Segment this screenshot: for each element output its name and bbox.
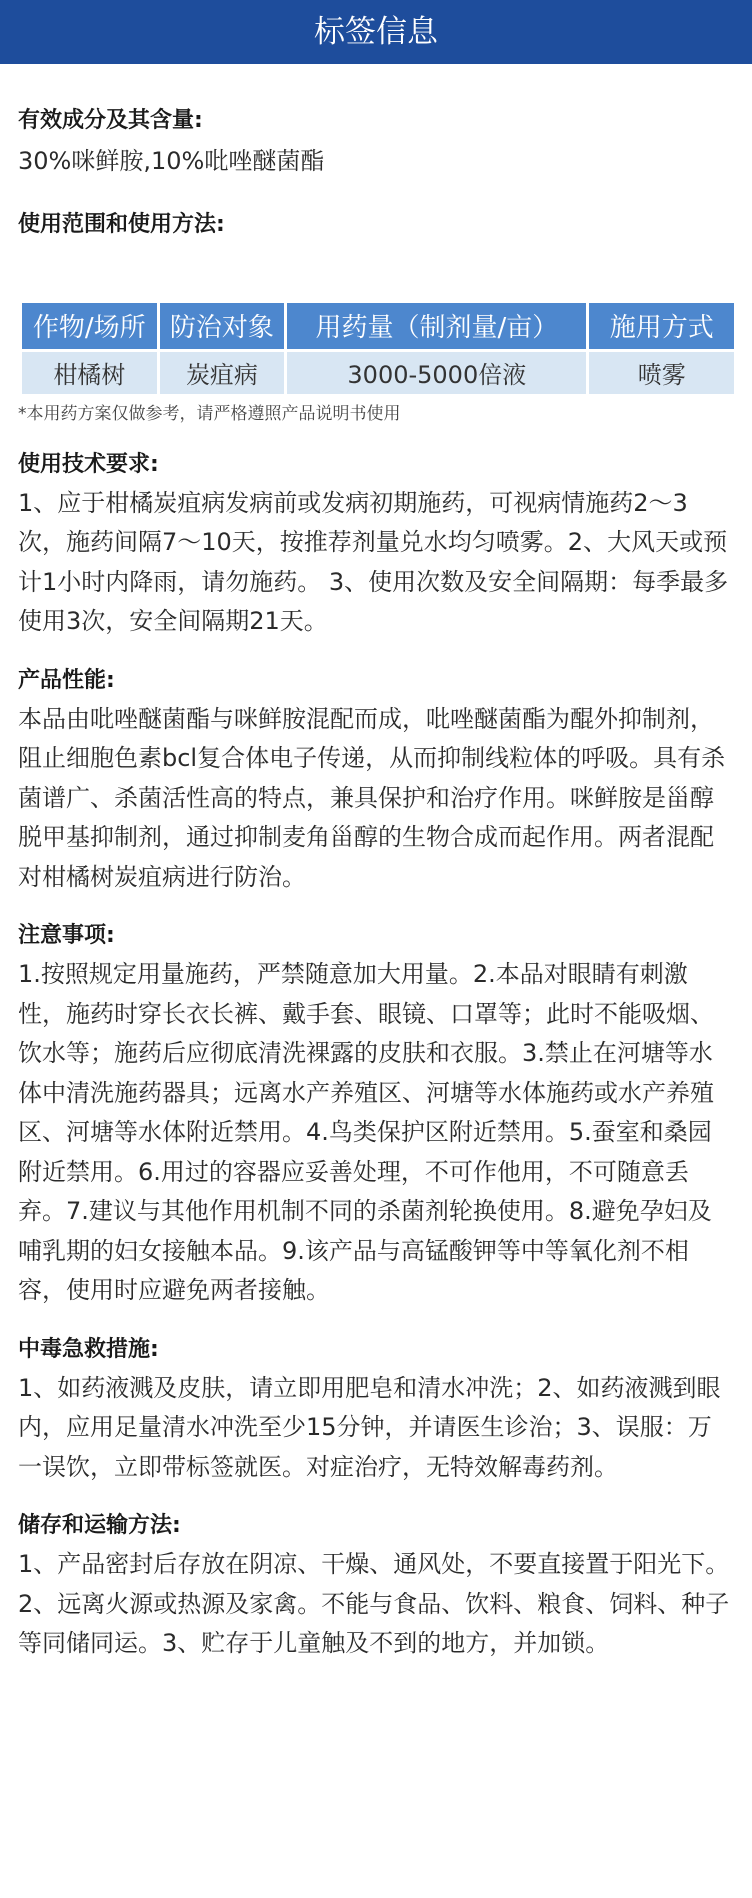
header-crop: 作物/场所	[22, 303, 157, 349]
header-method: 施用方式	[589, 303, 734, 349]
storage-title: 储存和运输方法:	[18, 1513, 181, 1538]
header-title: 标签信息	[314, 14, 438, 50]
cell-dosage: 3000-5000倍液	[287, 352, 586, 394]
first-aid-text: 1、如药液溅及皮肤，请立即用肥皂和清水冲洗；2、如药液溅到眼内，应用足量清水冲洗至少15分钟，并请医生诊治；3、误服：万一误饮，立即带标签就医。对症治疗，无特效解毒药剂。	[18, 1373, 721, 1481]
performance-title: 产品性能:	[18, 667, 115, 693]
page-header	[0, 0, 752, 64]
table-note: *本用药方案仅做参考，请严格遵照产品说明书使用	[18, 403, 401, 424]
cell-target: 炭疽病	[160, 352, 285, 394]
performance-text: 本品由吡唑醚菌酯与咪鲜胺混配而成，吡唑醚菌酯为醌外抑制剂，阻止细胞色素bcl复合体电子传递，从而抑制线粒体的呼吸。具有杀菌谱广、杀菌活性高的特点，兼具保护和治疗作用。咪鲜胺是甾醇脱甲基抑制剂，通过抑制麦角甾醇的生物合成而起作用。两者混配对柑橘树炭疽病进行防治。	[18, 704, 726, 891]
usage-scope-title: 使用范围和使用方法:	[18, 211, 225, 237]
dosage-table	[19, 300, 737, 397]
table-row	[22, 352, 734, 394]
precautions-text: 1.按照规定用量施药，严禁随意加大用量。2.本品对眼睛有刺激性，施药时穿长衣长裤、戴手套、眼镜、口罩等；此时不能吸烟、饮水等；施药后应彻底清洗裸露的皮肤和衣服。3.禁止在河塘等水体中清洗施药器具；远离水产养殖区、河塘等水体施药或水产养殖区、河塘等水体附近禁用。4.鸟类保护区附近禁用。5.蚕室和桑园附近禁用。6.用过的容器应妥善处理，不可作他用，不可随意丢弃。7.建议与其他作用机制不同的杀菌剂轮换使用。8.避免孕妇及哺乳期的妇女接触本品。9.该产品与高锰酸钾等中等氧化剂不相容，使用时应避免两者接触。	[18, 960, 714, 1304]
header-dosage: 用药量（制剂量/亩）	[287, 303, 586, 349]
precautions-title: 注意事项:	[18, 923, 115, 948]
storage-text: 1、产品密封后存放在阴凉、干燥、通风处，不要直接置于阳光下。 2、远离火源或热源及家禽。不能与食品、饮料、粮食、饲料、种子等同储同运。3、贮存于儿童触及不到的地方，并加锁。	[18, 1550, 730, 1657]
ingredients-text: 30%咪鲜胺,10%吡唑醚菌酯	[18, 147, 325, 175]
cell-method: 喷雾	[589, 352, 734, 394]
ingredients-title: 有效成分及其含量:	[18, 108, 203, 133]
header-target: 防治对象	[160, 303, 285, 349]
first-aid-title: 中毒急救措施:	[18, 1336, 159, 1362]
label-content	[0, 104, 752, 1664]
cell-crop: 柑橘树	[22, 352, 157, 394]
dosage-table-header-row	[22, 303, 734, 349]
tech-text: 1、应于柑橘炭疽病发病前或发病初期施药，可视病情施药2～3次，施药间隔7～10天，按推荐剂量兑水均匀喷雾。2、大风天或预计1小时内降雨，请勿施药。 3、使用次数及安全间隔期：每季最多使用3次，安全间隔期21天。	[18, 488, 729, 635]
tech-title: 使用技术要求:	[18, 451, 159, 477]
